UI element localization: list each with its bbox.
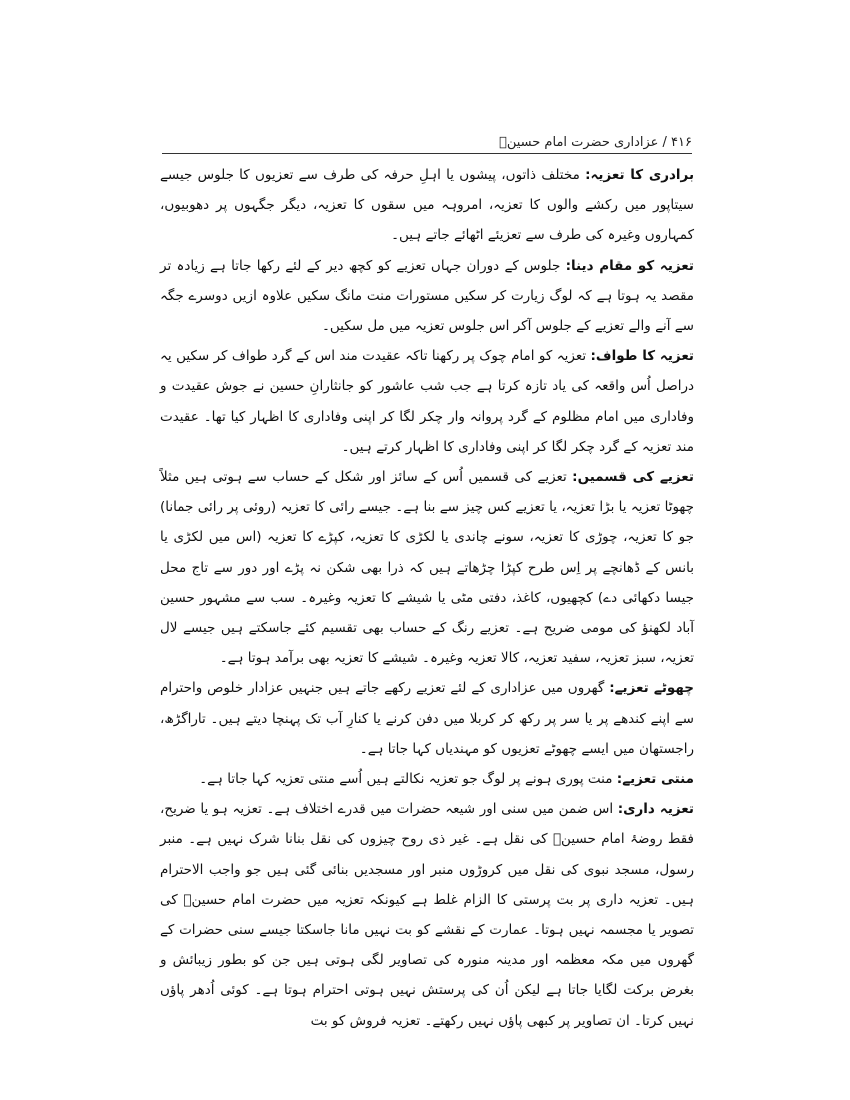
paragraph-title: تعزیے کی قسمیں: — [572, 469, 694, 486]
paragraph-mannati-tazia — [160, 764, 694, 794]
paragraph-tazia-dari — [160, 794, 694, 1036]
header-rule — [162, 153, 692, 154]
paragraph-title: تعزیہ کو مقام دینا: — [565, 257, 694, 274]
paragraph-title: تعزیہ کا طواف: — [590, 348, 695, 365]
body-text — [160, 160, 694, 1036]
paragraph-small-tazia — [160, 673, 694, 764]
paragraph-text: گھروں میں عزاداری کے لئے تعزیے رکھے جاتے ہیں جنہیں عزادار خلوص واحترام سے اپنے کندھے پر یا سر پر رکھ کر کربلا میں دفن کرنے یا کنارِ آب تک پہنچا دیتے ہیں۔ تاراگڑھ، راجستھان میں ایسے چھوٹے تعزیوں کو مہندیاں کہا جاتا ہے۔ — [160, 680, 694, 757]
paragraph-tazia-types — [160, 462, 694, 673]
running-header: ۴۱۶ / عزاداری حضرت امام حسینؑ — [499, 135, 692, 150]
paragraph-title: برادری کا تعزیہ: — [585, 167, 695, 183]
paragraph-text: تعزیہ کو امام چوک پر رکھنا تاکہ عقیدت مند اس کے گرد طواف کر سکیں یہ دراصل اُس واقعہ کی یاد تازہ کرتا ہے جب شب عاشور کو جانثارانِ حسین نے جوش عقیدت و وفاداری میں امام مظلوم کے گرد پروانہ وار چکر لگا کر اپنی وفاداری کا اظہار کیا تھا۔ عقیدت مند تعزیہ کے گرد چکر لگا کر اپنی وفاداری کا اظہار کرتے ہیں۔ — [160, 348, 694, 455]
paragraph-text: تعزیے کی قسمیں اُس کے سائز اور شکل کے حساب سے ہوتی ہیں مثلاً چھوٹا تعزیہ یا بڑا تعزیہ، یا تعزیے کس چیز سے بنا ہے۔ جیسے رائی کا تعزیہ (روئی پر رائی جمانا) جو کا تعزیہ، چوڑی کا تعزیہ، سونے چاندی یا لکڑی کا تعزیہ، کپڑے کا تعزیہ (اس میں لکڑی یا بانس کے ڈھانچے پر اِس طرح کپڑا چڑھاتے ہیں کہ ذرا بھی شکن نہ پڑے اور دور سے تاج محل جیسا دکھائی دے) کچھیوں، کاغذ، دفتی مٹی یا شیشے کا تعزیہ وغیرہ۔ سب سے مشہور حسین آباد لکھنؤ کی مومی ضریح ہے۔ تعزیے رنگ کے حساب بھی تقسیم کئے جاسکتے ہیں جیسے لال تعزیہ، سبز تعزیہ، سفید تعزیہ، کالا تعزیہ وغیرہ۔ شیشے کا تعزیہ بھی برآمد ہوتا ہے۔ — [160, 469, 694, 667]
paragraph-text: جلوس کے دوران جہاں تعزیے کو کچھ دیر کے لئے رکھا جاتا ہے زیادہ تر مقصد یہ ہوتا ہے کہ لوگ زیارت کر سکیں مستورات منت مانگ سکیں علاوہ ازیں دوسرے جگہ سے آنے والے تعزیے کے جلوس آکر اس جلوس تعزیہ میں مل سکیں۔ — [160, 257, 694, 335]
paragraph-text: مختلف ذاتوں، پیشوں یا اہلِ حرفہ کی طرف سے تعزیوں کا جلوس جیسے سیتاپور میں رکشے والوں کا تعزیہ، امروہہ میں سقوں کا تعزیہ، دیگر جگہوں پر دھوبیوں، کمہاروں وغیرہ کی طرف سے تعزیئے اٹھائے جاتے ہیں۔ — [160, 167, 694, 244]
paragraph-title: چھوٹے تعزیے: — [609, 680, 694, 697]
paragraph-biradari-tazia — [160, 160, 694, 251]
paragraph-text: منت پوری ہونے پر لوگ جو تعزیہ نکالتے ہیں اُسے منتی تعزیہ کہا جاتا ہے۔ — [199, 771, 617, 788]
paragraph-text: اس ضمن میں سنی اور شیعہ حضرات میں قدرے اختلاف ہے۔ تعزیہ ہو یا ضریح، فقط روضۂ امام حسینؑ کی نقل ہے۔ غیر ذی روح چیزوں کی نقل بنانا شرک نہیں ہے۔ منبر رسول، مسجد نبوی کی نقل میں کروڑوں منبر اور مسجدیں بنائی گئی ہیں جو واجب الاحترام ہیں۔ تعزیہ داری پر بت پرستی کا الزام غلط ہے کیونکہ تعزیہ میں حضرت امام حسینؑ کی تصویر یا مجسمہ نہیں ہوتا۔ عمارت کے نقشے کو بت نہیں مانا جاسکتا جیسے سنی حضرات کے گھروں میں مکہ معظمہ اور مدینہ منورہ کی تصاویر لگی ہوتی ہیں جن کو بطور زیبائش و بغرض برکت لگایا جاتا ہے لیکن اُن کی پرستش نہیں ہوتی احترام ہوتا ہے۔ کوئی اُدھر پاؤں نہیں کرتا۔ ان تصاویر پر کبھی پاؤں نہیں رکھتے۔ تعزیہ فروش کو بت — [160, 801, 694, 1029]
paragraph-tazia-maqam — [160, 251, 694, 342]
paragraph-title: تعزیہ داری: — [617, 801, 694, 818]
paragraph-tazia-tawaf — [160, 341, 694, 462]
paragraph-title: منتی تعزیے: — [616, 771, 694, 788]
